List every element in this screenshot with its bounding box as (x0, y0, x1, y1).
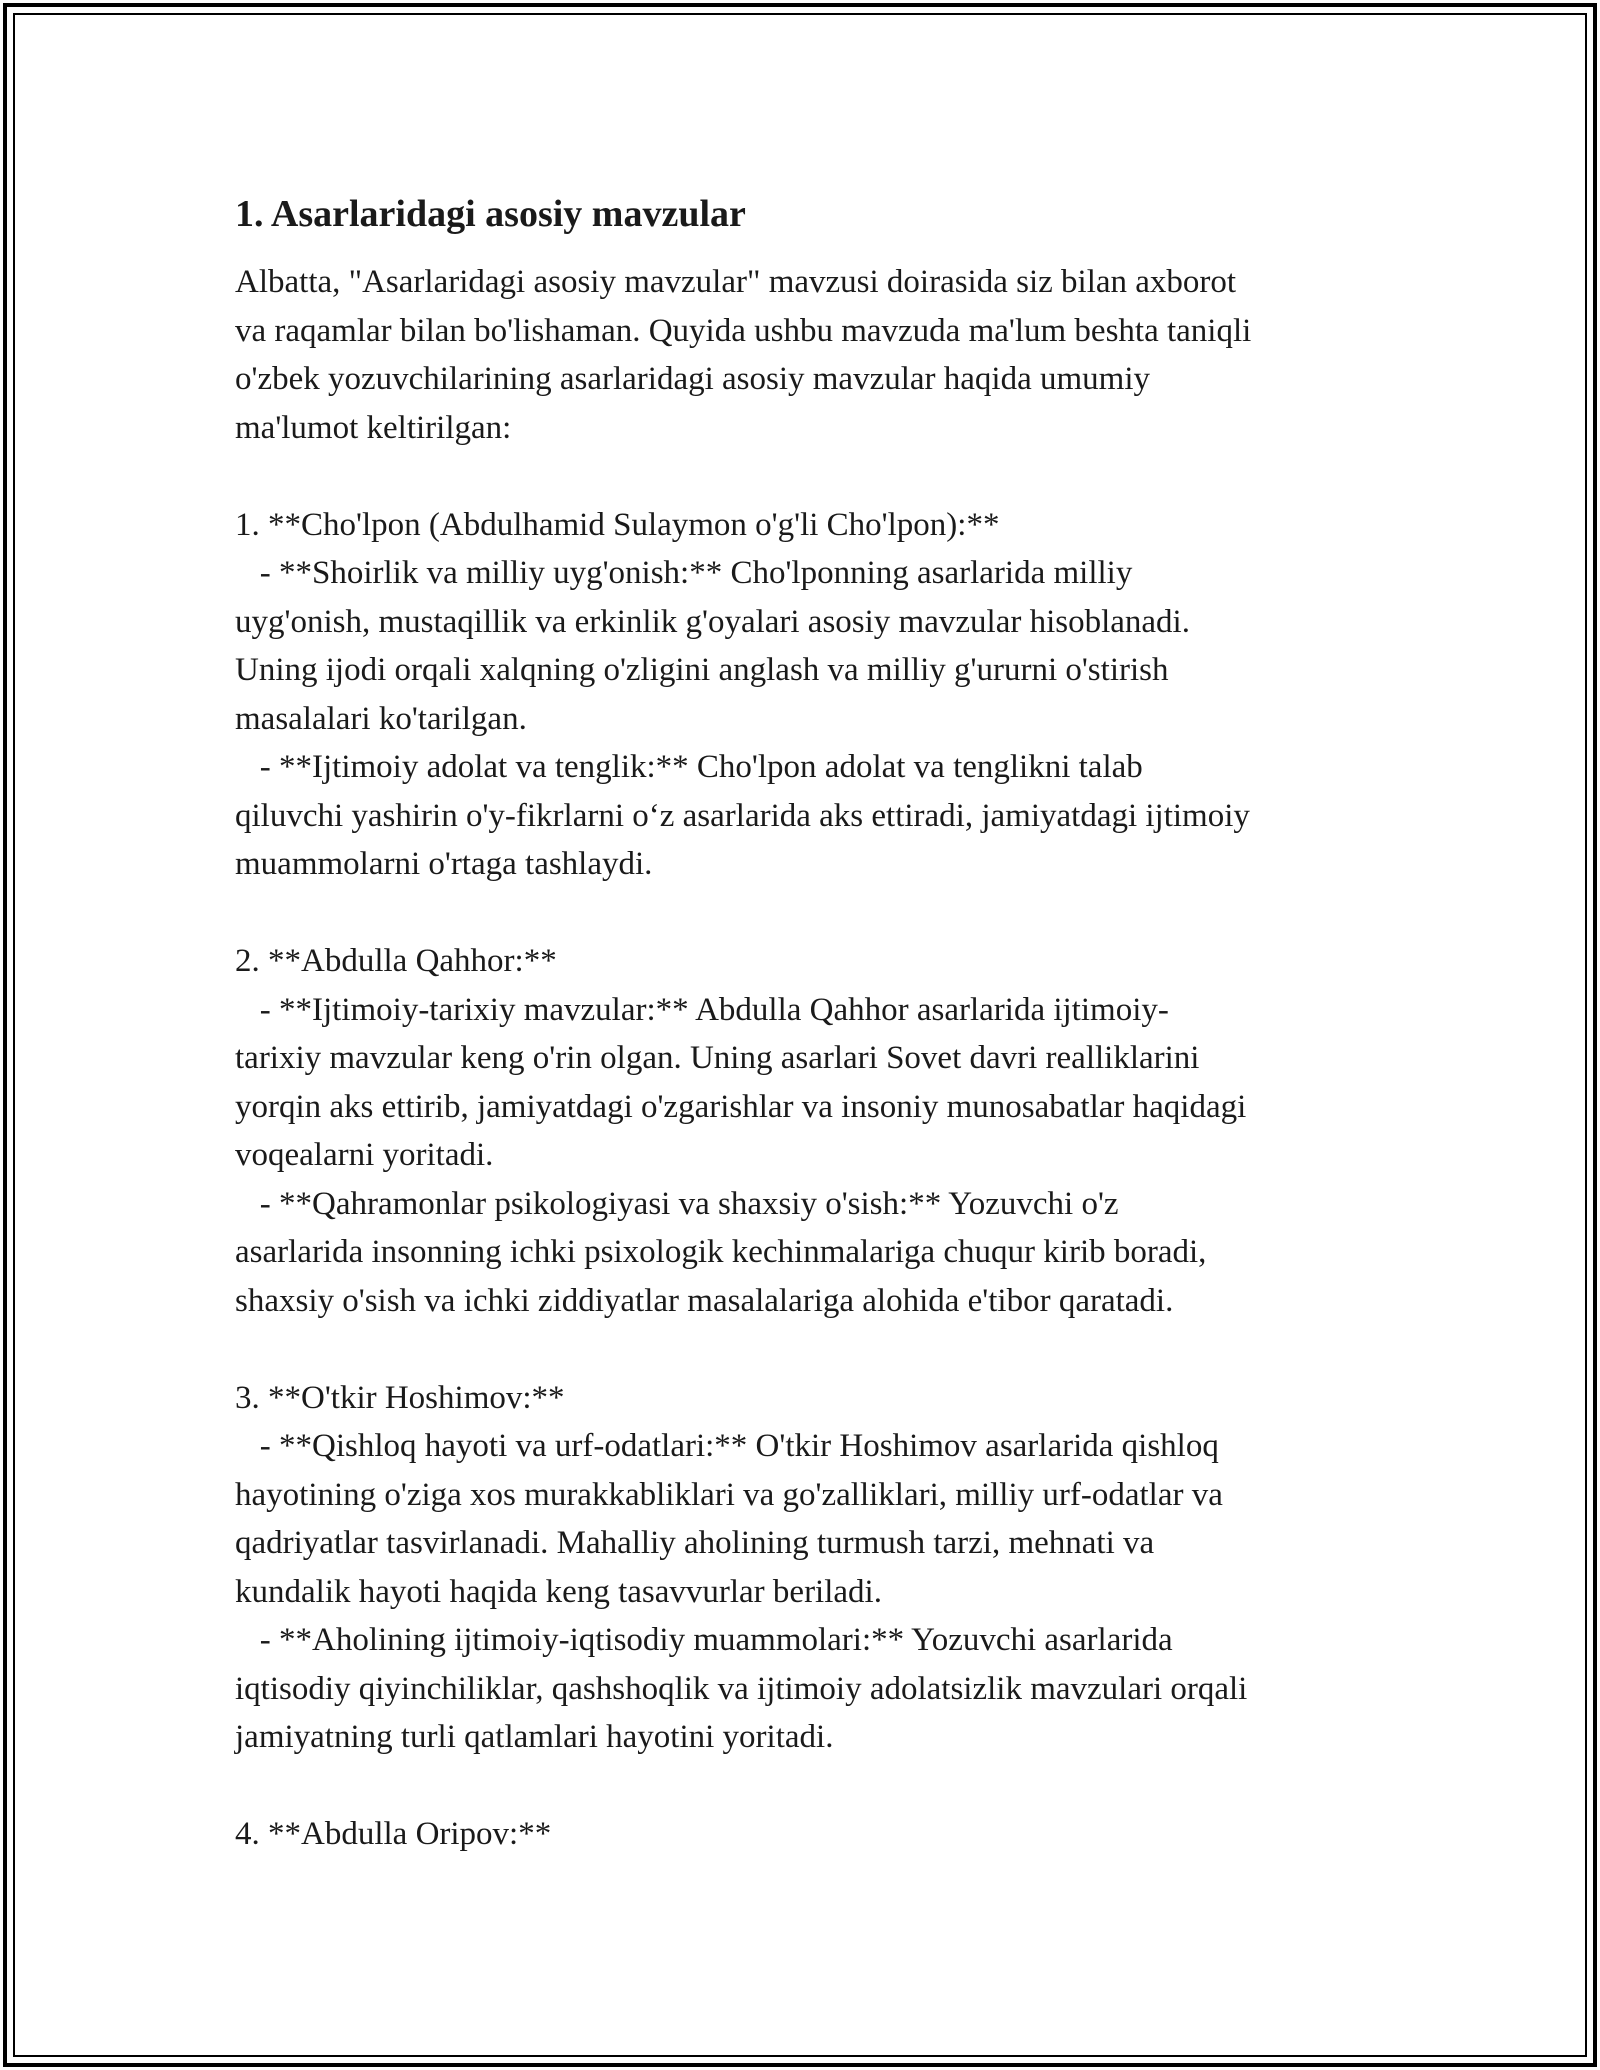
section-1-point-2: - **Ijtimoiy adolat va tenglik:** Cho'lpon adolat va tenglikni talab qiluvchi yashirin o'y-fikrlarni o‘z asarlarida aks ettiradi, jamiyatdagi ijtimoiy muammolarni o'rtaga tashlaydi. (235, 749, 1250, 882)
section-3-point-2: - **Aholining ijtimoiy-iqtisodiy muammolari:** Yozuvchi asarlarida iqtisodiy qiyinchiliklar, qashshoqlik va ijtimoiy adolatsizlik mavzulari orqali jamiyatning turli qatlamlari hayotini yoritadi. (235, 1622, 1248, 1755)
spacer (235, 452, 1385, 501)
section-1-point-1: - **Shoirlik va milliy uyg'onish:** Cho'lponning asarlarida milliy uyg'onish, mustaqillik va erkinlik g'oyalari asosiy mavzular hisoblanadi. Uning ijodi orqali xalqning o'zligini anglash va milliy g'ururni o'stirish masalalari ko'tarilgan. (235, 555, 1190, 737)
section-2-point-1: - **Ijtimoiy-tarixiy mavzular:** Abdulla Qahhor asarlarida ijtimoiy- tarixiy mavzular keng o'rin olgan. Uning asarlari Sovet davri realliklarini yorqin aks ettirib, jamiyatdagi o'zgarishlar va insoniy munosabatlar haqidagi voqealarni yoritadi. (235, 991, 1247, 1173)
section-4-title: 4. **Abdulla Oripov:** (235, 1816, 552, 1852)
document-page (235, 190, 1385, 1859)
document-heading: 1. Asarlaridagi asosiy mavzular (235, 193, 746, 235)
spacer (235, 889, 1385, 938)
section-3-title: 3. **O'tkir Hoshimov:** (235, 1379, 565, 1416)
section-3-point-1: - **Qishloq hayoti va urf-odatlari:** O'tkir Hoshimov asarlarida qishloq hayotining o'ziga xos murakkabliklari va go'zalliklari, milliy urf-odatlar va qadriyatlar tasvirlanadi. Mahalliy aholining turmush tarzi, mehnati va kundalik hayoti haqida keng tasavvurlar beriladi. (235, 1428, 1223, 1610)
section-2-title: 2. **Abdulla Qahhor:** (235, 943, 557, 979)
section-2-point-2: - **Qahramonlar psikologiyasi va shaxsiy o'sish:** Yozuvchi o'z asarlarida insonning ichki psixologik kechinmalariga chuqur kirib boradi, shaxsiy o'sish va ichki ziddiyatlar masalalariga alohida e'tibor qaratadi. (235, 1185, 1207, 1319)
intro-paragraph: Albatta, "Asarlaridagi asosiy mavzular" mavzusi doirasida siz bilan axborot va raqamlar bilan bo'lishaman. Quyida ushbu mavzuda ma'lum beshta taniqli o'zbek yozuvchilarining asarlaridagi asosiy mavzular haqida umumiy ma'lumot keltirilgan: (235, 264, 1252, 446)
spacer (235, 1762, 1385, 1811)
spacer (235, 1325, 1385, 1374)
section-1-title: 1. **Cho'lpon (Abdulhamid Sulaymon o'g'li Cho'lpon):** (235, 506, 1000, 543)
